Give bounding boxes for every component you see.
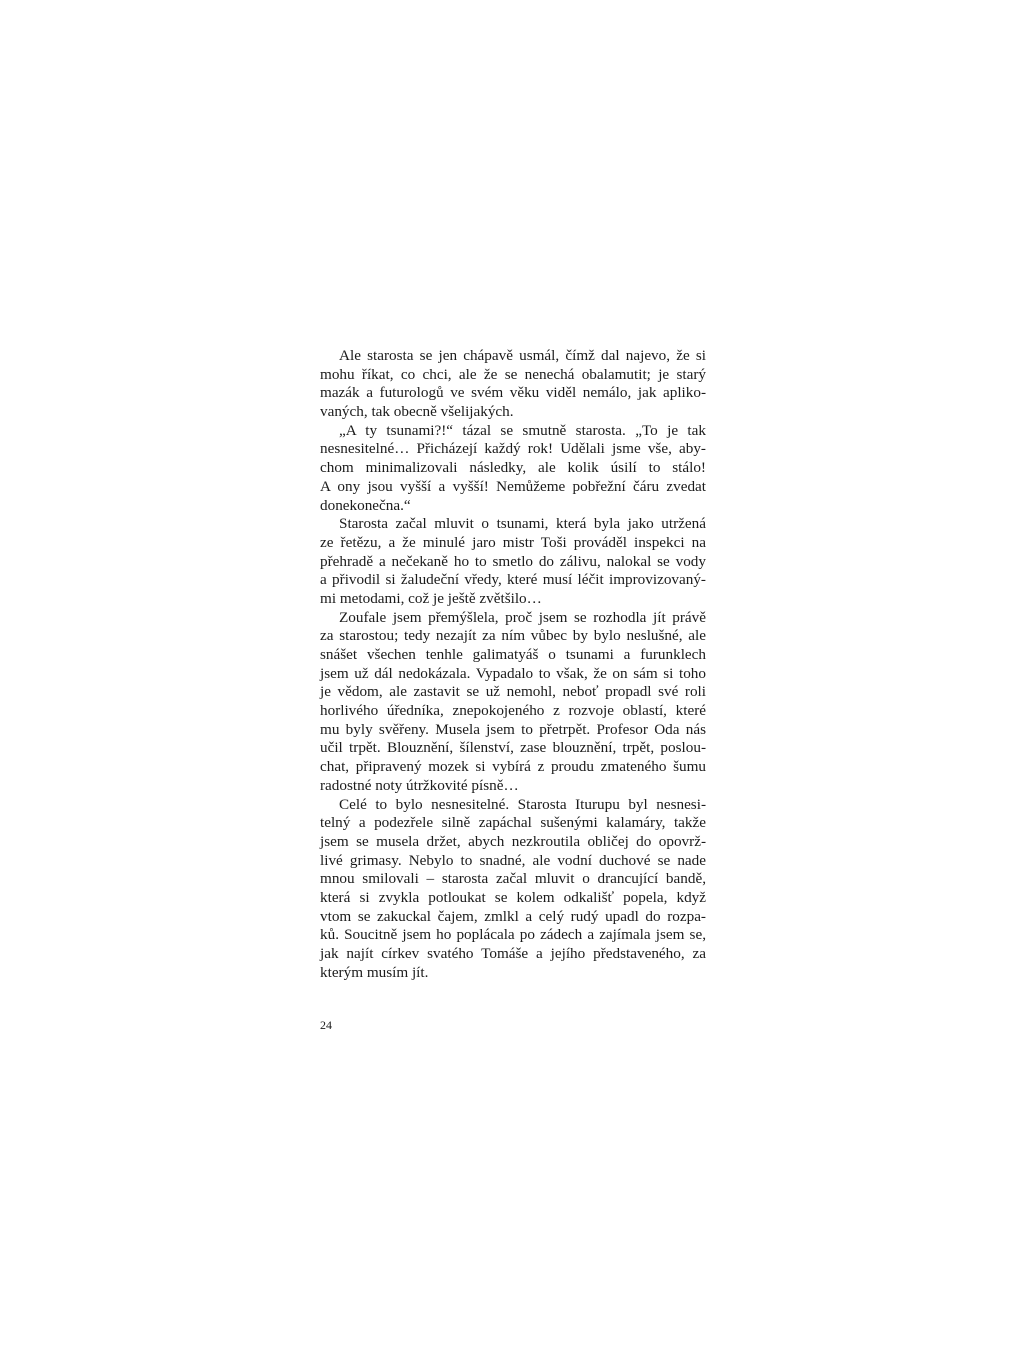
text-line: horlivého úředníka, znepokojeného z rozvoje oblastí, které [320, 702, 706, 720]
text-line: jsem už dál nedokázala. Vypadalo to však, že on sám si toho [320, 664, 706, 682]
text-line: která si zvykla potloukat se kolem odkališť popela, když [320, 888, 706, 906]
text-line: mnou smilovali – starosta začal mluvit o drancující bandě, [320, 870, 706, 888]
paragraph-1 [320, 347, 706, 422]
text-line: vaných, tak obecně všelijakých. [320, 403, 514, 421]
text-line: livé grimasy. Nebylo to snadné, ale vodní duchové se nade [320, 851, 706, 869]
text-line: je vědom, ale zastavit se už nemohl, neboť propadl své roli [320, 683, 706, 701]
text-line: nesnesitelné… Přicházejí každý rok! Udělali jsme vše, aby- [320, 440, 706, 458]
text-line: Celé to bylo nesnesitelné. Starosta Iturupu byl nesnesi- [339, 795, 706, 813]
text-line: „A ty tsunami?!“ tázal se smutně starosta. „To je tak [339, 421, 706, 439]
text-line: a přivodil si žaludeční vředy, které musí léčit improvizovaný- [320, 571, 706, 589]
text-line: radostné noty útržkovité písně… [320, 776, 519, 794]
text-line: ků. Soucitně jsem ho poplácala po zádech a zajímala jsem se, [320, 926, 706, 944]
text-line: Ale starosta se jen chápavě usmál, čímž dal najevo, že si [339, 347, 706, 364]
text-line: telný a podezřele silně zapáchal sušenými kalamáry, takže [320, 814, 706, 832]
text-line: ze řetězu, a že minulé jaro mistr Toši prováděl inspekci na [320, 533, 706, 551]
text-line: mazák a futurologů ve svém věku viděl nemálo, jak apliko- [320, 384, 706, 402]
text-line: donekonečna.“ [320, 496, 411, 514]
paragraph-5 [320, 796, 706, 983]
text-line: mohu říkat, co chci, ale že se nenechá obalamutit; je starý [320, 365, 706, 383]
text-line: za starostou; tedy nezajít za ním vůbec by bylo neslušné, ale [320, 627, 706, 645]
text-line: přehradě a nečekaně ho to smetlo do zálivu, nalokal se vody [320, 552, 706, 570]
text-line: mu byly svěřeny. Musela jsem to přetrpět. Profesor Oda nás [320, 720, 706, 738]
paragraph-2 [320, 422, 706, 515]
page-number: 24 [320, 1018, 332, 1032]
text-line: učil trpět. Blouznění, šílenství, zase blouznění, trpět, poslou- [320, 739, 706, 757]
text-line: chat, připravený mozek si vybírá z proudu zmateného šumu [320, 758, 706, 776]
text-line: vtom se zakuckal čajem, zmlkl a celý rudý upadl do rozpa- [320, 907, 706, 925]
text-line: A ony jsou vyšší a vyšší! Nemůžeme pobřežní čáru zvedat [320, 477, 706, 495]
text-line: Starosta začal mluvit o tsunami, která byla jako utržená [339, 515, 706, 533]
paragraph-4 [320, 609, 706, 796]
text-line: Zoufale jsem přemýšlela, proč jsem se rozhodla jít právě [339, 608, 706, 626]
text-line: chom minimalizovali následky, ale kolik úsilí to stálo! [320, 459, 706, 477]
text-line: mi metodami, což je ještě zvětšilo… [320, 589, 542, 607]
body-text [320, 347, 706, 982]
paragraph-3 [320, 515, 706, 608]
text-line: snášet všechen tenhle galimatyáš o tsunami a furunklech [320, 646, 706, 663]
text-line: jsem se musela držet, abych nezkroutila obličej do opovrž- [320, 832, 706, 850]
text-line: kterým musím jít. [320, 963, 429, 981]
text-line: jak najít církev svatého Tomáše a jejího představeného, za [320, 945, 706, 962]
